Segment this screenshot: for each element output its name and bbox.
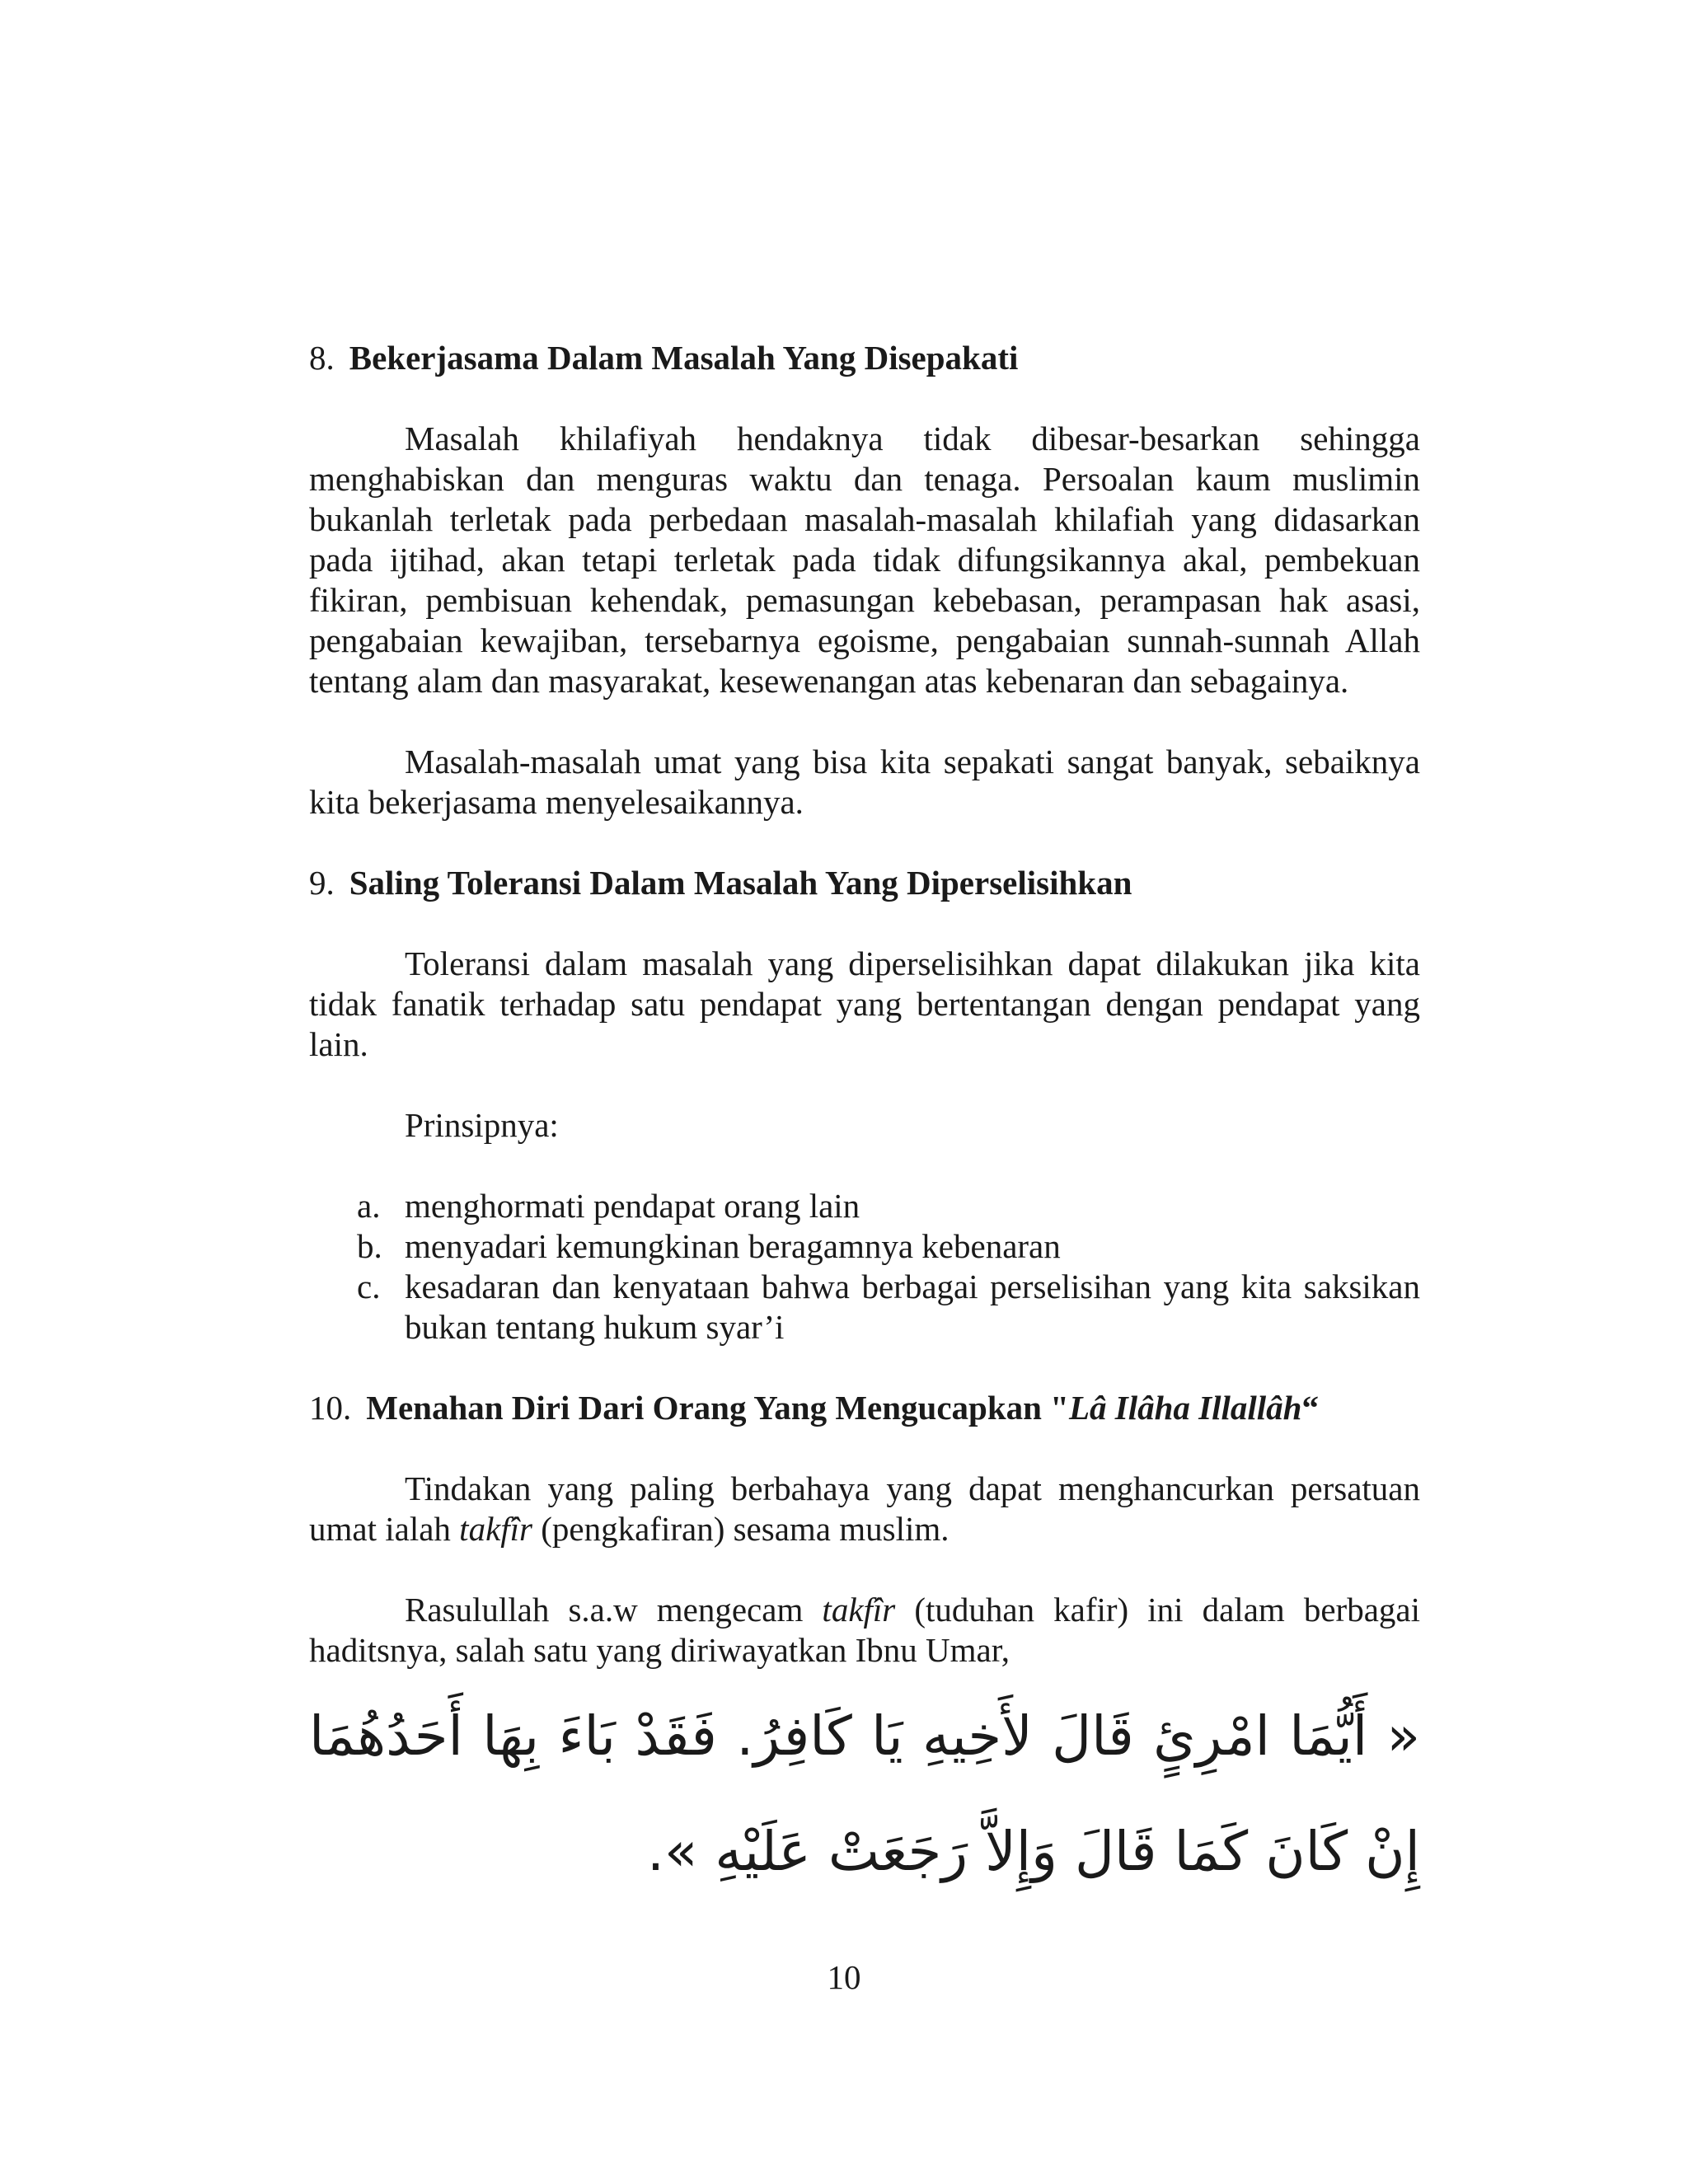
section-8-heading [309, 338, 1420, 378]
section-10-paragraph-2 [309, 1590, 1420, 1671]
section-8-paragraph-1: Masalah khilafiyah hendaknya tidak dibesar-besarkan sehingga menghabiskan dan menguras waktu dan tenaga. Persoalan kaum muslimin bukanlah terletak pada perbedaan masalah-masalah khilafiah yang didasarkan pada ijtihad, akan tetapi terletak pada tidak difungsikannya akal, pembekuan fikiran, pembisuan kehendak, pemasungan kebebasan, perampasan hak asasi, pengabaian kewajiban, tersebarnya egoisme, pengabaian sunnah-sunnah Allah tentang alam dan masyarakat, kesewenangan atas kebenaran dan sebagainya. [309, 419, 1420, 700]
section-10-title [366, 1389, 1319, 1427]
paragraph-italic-term: takfîr [822, 1591, 896, 1629]
section-10-title-suffix: “ [1301, 1389, 1319, 1427]
list-item-text: kesadaran dan kenyataan bahwa berbagai perselisihan yang kita saksikan bukan tentang hukum syar’i [405, 1268, 1420, 1346]
principles-label: Prinsipnya: [405, 1106, 559, 1144]
section-10-number: 10. [309, 1389, 352, 1427]
section-9-title: Saling Toleransi Dalam Masalah Yang Diperselisihkan [349, 864, 1132, 902]
hadith-arabic [309, 1679, 1420, 1910]
list-item-text: menghormati pendapat orang lain [405, 1187, 860, 1225]
paragraph-text: Rasulullah s.a.w mengecam [405, 1591, 823, 1629]
section-10-title-italic: Lâ Ilâha Illallâh [1068, 1389, 1302, 1427]
section-9-heading [309, 863, 1420, 903]
hadith-line-2: إِنْ كَانَ كَمَا قَالَ وَإِلاَّ رَجَعَتْ عَلَيْهِ ». [646, 1820, 1420, 1883]
section-8-number: 8. [309, 339, 335, 377]
section-8-title: Bekerjasama Dalam Masalah Yang Disepakati [349, 339, 1019, 377]
list-item-mark: a. [357, 1187, 381, 1225]
hadith-line-1: « أَيُّمَا امْرِئٍ قَالَ لأَخِيهِ يَا كَافِرُ. فَقَدْ بَاءَ بِهَا أَحَدُهُمَا [309, 1704, 1420, 1768]
list-item [309, 1267, 1420, 1347]
section-9-number: 9. [309, 864, 335, 902]
section-8-paragraph-2: Masalah-masalah umat yang bisa kita sepakati sangat banyak, sebaiknya kita bekerjasama menyelesaikannya. [309, 743, 1420, 821]
principles-list [309, 1186, 1420, 1347]
page-body [309, 338, 1420, 1910]
page-number: 10 [827, 1958, 861, 1996]
paragraph-text: (tuduhan kafir) ini dalam berbagai haditsnya, salah satu yang diriwayatkan Ibnu Umar, [309, 1591, 1420, 1669]
section-10-title-prefix: Menahan Diri Dari Orang Yang Mengucapkan " [366, 1389, 1069, 1427]
section-10-paragraph-1 [309, 1469, 1420, 1549]
list-item-mark: b. [357, 1227, 382, 1265]
list-item-text: menyadari kemungkinan beragamnya kebenaran [405, 1227, 1061, 1265]
section-9-paragraph-1: Toleransi dalam masalah yang diperselisihkan dapat dilakukan jika kita tidak fanatik terhadap satu pendapat yang bertentangan dengan pendapat yang lain. [309, 944, 1420, 1063]
paragraph-italic-term: takfîr [459, 1510, 532, 1548]
list-item [309, 1186, 1420, 1226]
list-item [309, 1226, 1420, 1267]
paragraph-text: Tindakan yang paling berbahaya yang dapat menghancurkan persatuan umat ialah [309, 1469, 1420, 1548]
paragraph-text: (pengkafiran) sesama muslim. [532, 1510, 950, 1548]
list-item-mark: c. [357, 1268, 381, 1305]
section-10-heading [309, 1388, 1420, 1428]
